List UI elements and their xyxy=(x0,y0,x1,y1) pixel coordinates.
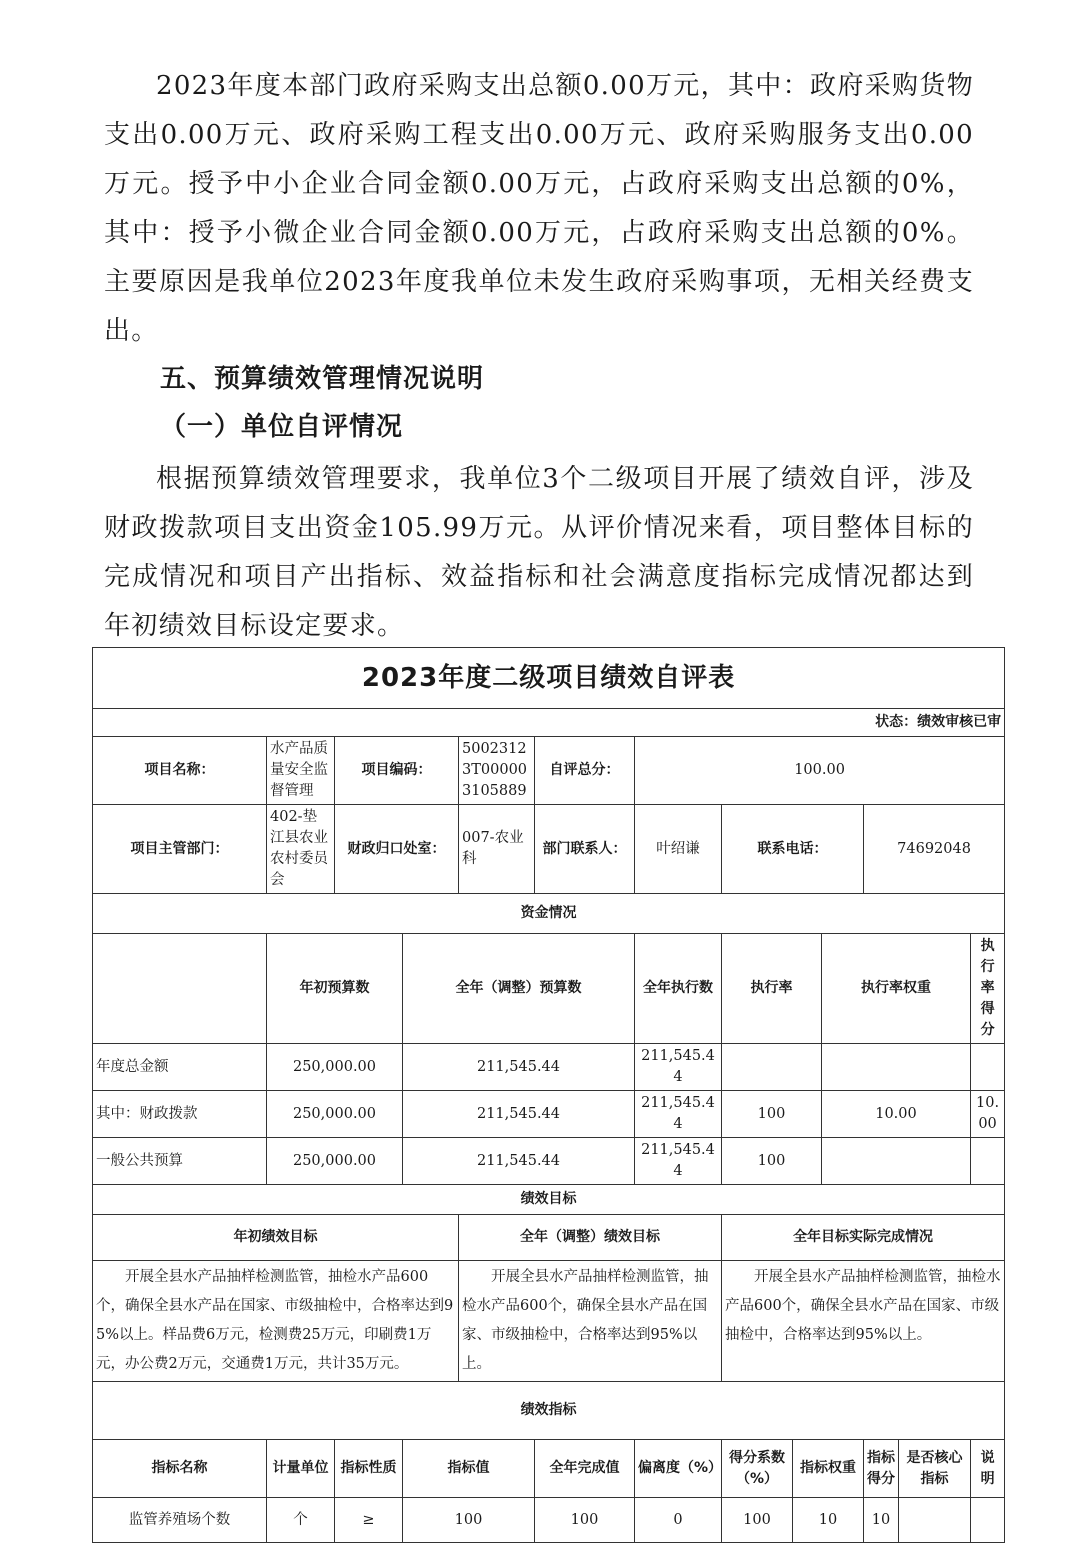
table-title: 2023年度二级项目绩效自评表 xyxy=(93,648,1005,709)
project-code: 50023123T000003105889 xyxy=(459,737,535,805)
goal-actual: 开展全县水产品抽样检测监管，抽检水产品600个，确保全县水产品在国家、市级抽检中，合格率达到95%以上。 xyxy=(722,1261,1005,1382)
indicator-actual: 100 xyxy=(535,1498,635,1543)
status-text: 状态：绩效审核已审 xyxy=(93,709,1005,737)
funds-row xyxy=(93,1138,1005,1185)
indicators-heading-row xyxy=(93,1382,1005,1440)
indicator-deviation: 0 xyxy=(635,1498,722,1543)
funds-header-adjusted: 全年（调整）预算数 xyxy=(403,934,635,1044)
indicator-header-core: 是否核心指标 xyxy=(899,1440,971,1498)
goals-header-row xyxy=(93,1215,1005,1261)
funds-row-adjusted: 211,545.44 xyxy=(403,1138,635,1185)
goals-heading-row xyxy=(93,1185,1005,1215)
dept-name: 402-垫江县农业农村委员会 xyxy=(267,805,335,894)
procurement-text: 2023年度本部门政府采购支出总额0.00万元，其中：政府采购货物支出0.00万元、政府采购工程支出0.00万元、政府采购服务支出0.00万元。授予中小企业合同金额0.00万元，占政府采购支出总额的0%，其中：授予小微企业合同金额0.00万元，占政府采购支出总额的0%。主要原因是我单位2023年度我单位未发生政府采购事项，无相关经费支出。 xyxy=(104,71,974,346)
sub-heading: （一）单位自评情况 xyxy=(160,412,404,442)
funds-row-rate: 100 xyxy=(722,1091,822,1138)
funds-row-score: 10.00 xyxy=(971,1091,1005,1138)
funds-header-executed: 全年执行数 xyxy=(635,934,722,1044)
indicator-header-nature: 指标性质 xyxy=(335,1440,403,1498)
funds-row-rate xyxy=(722,1044,822,1091)
goal-header-actual: 全年目标实际完成情况 xyxy=(722,1215,1005,1261)
procurement-paragraph xyxy=(104,62,974,356)
funds-row-adjusted: 211,545.44 xyxy=(403,1044,635,1091)
contact-name: 叶绍谦 xyxy=(635,805,722,894)
indicator-header-target: 指标值 xyxy=(403,1440,535,1498)
indicator-header-actual: 全年完成值 xyxy=(535,1440,635,1498)
funds-header-score: 执行率得分 xyxy=(971,934,1005,1044)
funds-row-label: 年度总金额 xyxy=(93,1044,267,1091)
indicator-note xyxy=(971,1498,1005,1543)
goal-header-adjusted: 全年（调整）绩效目标 xyxy=(459,1215,722,1261)
self-eval-text: 根据预算绩效管理要求，我单位3个二级项目开展了绩效自评，涉及财政拨款项目支出资金105.99万元。从评价情况来看，项目整体目标的完成情况和项目产出指标、效益指标和社会满意度指标完成情况都达到年初绩效目标设定要求。 xyxy=(104,464,974,641)
funds-row xyxy=(93,1091,1005,1138)
indicator-header-score: 指标得分 xyxy=(864,1440,899,1498)
funds-header-weight: 执行率权重 xyxy=(822,934,971,1044)
indicator-score: 10 xyxy=(864,1498,899,1543)
indicator-header-weight: 指标权重 xyxy=(793,1440,864,1498)
funds-row-label: 一般公共预算 xyxy=(93,1138,267,1185)
goals-heading: 绩效目标 xyxy=(93,1185,1005,1215)
indicator-name: 监管养殖场个数 xyxy=(93,1498,267,1543)
indicator-header-row xyxy=(93,1440,1005,1498)
funds-header-rate: 执行率 xyxy=(722,934,822,1044)
indicator-coef: 100 xyxy=(722,1498,793,1543)
project-name: 水产品质量安全监督管理 xyxy=(267,737,335,805)
funds-row-score xyxy=(971,1044,1005,1091)
funds-row-weight xyxy=(822,1138,971,1185)
funds-row-executed: 211,545.44 xyxy=(635,1044,722,1091)
indicator-header-unit: 计量单位 xyxy=(267,1440,335,1498)
status-row xyxy=(93,709,1005,737)
self-eval-score: 100.00 xyxy=(635,737,1005,805)
funds-row-initial: 250,000.00 xyxy=(267,1044,403,1091)
contact-label: 部门联系人： xyxy=(535,805,635,894)
goal-header-initial: 年初绩效目标 xyxy=(93,1215,459,1261)
goal-initial: 开展全县水产品抽样检测监管，抽检水产品600个，确保全县水产品在国家、市级抽检中，合格率达到95%以上。样品费6万元，检测费25万元，印刷费1万元，办公费2万元，交通费1万元，共计35万元。 xyxy=(93,1261,459,1382)
finance-office-label: 财政归口处室： xyxy=(335,805,459,894)
indicator-target: 100 xyxy=(403,1498,535,1543)
goals-content-row xyxy=(93,1261,1005,1382)
indicator-unit: 个 xyxy=(267,1498,335,1543)
funds-heading: 资金情况 xyxy=(93,894,1005,934)
project-info-row xyxy=(93,737,1005,805)
funds-row-executed: 211,545.44 xyxy=(635,1138,722,1185)
funds-row-executed: 211,545.44 xyxy=(635,1091,722,1138)
funds-header-initial: 年初预算数 xyxy=(267,934,403,1044)
phone-label: 联系电话： xyxy=(722,805,864,894)
funds-row-adjusted: 211,545.44 xyxy=(403,1091,635,1138)
indicator-header-name: 指标名称 xyxy=(93,1440,267,1498)
indicators-heading: 绩效指标 xyxy=(93,1382,1005,1440)
finance-office: 007-农业科 xyxy=(459,805,535,894)
funds-row-initial: 250,000.00 xyxy=(267,1138,403,1185)
funds-header-blank xyxy=(93,934,267,1044)
project-code-label: 项目编码： xyxy=(335,737,459,805)
funds-header-row xyxy=(93,934,1005,1044)
funds-row xyxy=(93,1044,1005,1091)
phone-number: 74692048 xyxy=(864,805,1005,894)
project-name-label: 项目名称： xyxy=(93,737,267,805)
performance-eval-table xyxy=(92,647,1005,1543)
dept-info-row xyxy=(93,805,1005,894)
goal-adjusted: 开展全县水产品抽样检测监管，抽检水产品600个，确保全县水产品在国家、市级抽检中，合格率达到95%以上。 xyxy=(459,1261,722,1382)
table-title-row xyxy=(93,648,1005,709)
section-heading: 五、预算绩效管理情况说明 xyxy=(160,364,485,394)
funds-row-initial: 250,000.00 xyxy=(267,1091,403,1138)
funds-row-score xyxy=(971,1138,1005,1185)
funds-row-rate: 100 xyxy=(722,1138,822,1185)
indicator-header-note: 说明 xyxy=(971,1440,1005,1498)
funds-heading-row xyxy=(93,894,1005,934)
indicator-weight: 10 xyxy=(793,1498,864,1543)
funds-row-weight xyxy=(822,1044,971,1091)
indicator-row xyxy=(93,1498,1005,1543)
score-label: 自评总分： xyxy=(535,737,635,805)
indicator-header-coef: 得分系数（%） xyxy=(722,1440,793,1498)
indicator-nature: ≥ xyxy=(335,1498,403,1543)
dept-label: 项目主管部门： xyxy=(93,805,267,894)
self-eval-paragraph xyxy=(104,455,974,651)
indicator-core xyxy=(899,1498,971,1543)
funds-row-label: 其中：财政拨款 xyxy=(93,1091,267,1138)
indicator-header-deviation: 偏离度（%） xyxy=(635,1440,722,1498)
funds-row-weight: 10.00 xyxy=(822,1091,971,1138)
